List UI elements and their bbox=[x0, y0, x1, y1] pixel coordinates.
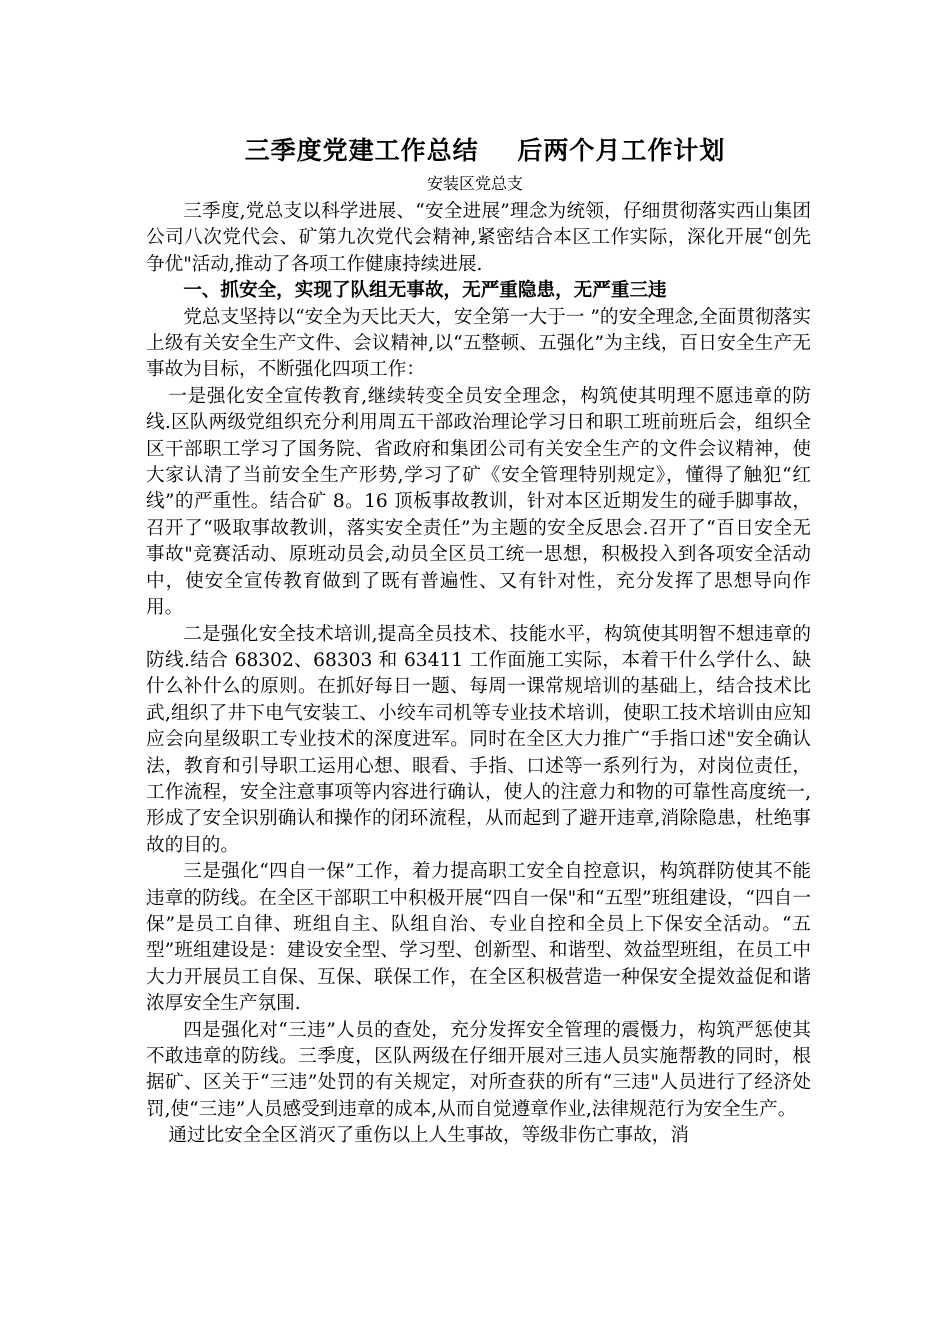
body-paragraph: 三是强化“四自一保”工作，着力提高职工安全自控意识，构筑群防使其不能违章的防线。在全区干部职工中积极开展“四自一保"和“五型”班组建设，“四自一保”是员工自律、班组自主、队组自治、专业自控和全员上下保安全活动。“五型”班组建设是：建设安全型、学习型、创新型、和谐型、效益型班组，在员工中大力开展员工自保、互保、联保工作，在全区积极营造一种保安全提效益促和谐浓厚安全生产氛围. bbox=[146, 861, 811, 1015]
body-paragraph: 四是强化对“三违”人员的查处，充分发挥安全管理的震慑力，构筑严惩使其不敢违章的防线。三季度，区队两级在仔细开展对三违人员实施帮教的同时，根据矿、区关于“三违”处罚的有关规定，对所查获的所有“三违"人员进行了经济处罚,使“三违”人员感受到违章的成本,从而自觉遵章作业,法律规范行为安全生产。 bbox=[146, 1019, 811, 1120]
document-body bbox=[146, 199, 811, 1150]
document-subtitle: 安装区党总支 bbox=[426, 174, 523, 193]
section-heading: 一、抓安全，实现了队组无事故，无严重隐患，无严重三违 bbox=[183, 280, 667, 302]
body-paragraph: 党总支坚持以“安全为天比天大，安全第一大于一 ”的安全理念,全面贯彻落实上级有关安全生产文件、会议精神,以“五整顿、五强化”为主线，百日安全生产无事故为目标，不断强化四项工作： bbox=[146, 306, 811, 381]
body-paragraph: 通过比安全全区消灭了重伤以上人生事故，等级非伤亡事故，消 bbox=[168, 1125, 689, 1147]
intro-paragraph: 三季度,党总支以科学进展、“安全进展”理念为统领，仔细贯彻落实西山集团公司八次党代会、矿第九次党代会精神,紧密结合本区工作实际，深化开展“创先争优"活动,推动了各项工作健康持续进展. bbox=[146, 201, 811, 275]
body-paragraph: 二是强化安全技术培训,提高全员技术、技能水平，构筑使其明智不想违章的防线.结合 68302、68303 和 63411 工作面施工实际，本着干什么学什么、缺什么补什么的原则。在抓好每日一题、每周一课常规培训的基础上，结合技术比武,组织了井下电气安装工、小绞车司机等专业技术培训，使职工技术培训由应知应会向星级职工专业技术的深度进军。同时在全区大力推广“手指口述"安全确认法，教育和引导职工运用心想、眼看、手指、口述等一系列行为，对岗位责任，工作流程，安全注意事项等内容进行确认，使人的注意力和物的可靠性高度统一,形成了安全识别确认和操作的闭环流程，从而起到了避开违章,消除隐患，杜绝事故的目的。 bbox=[146, 623, 811, 856]
body-paragraph: 一是强化安全宣传教育,继续转变全员安全理念，构筑使其明理不愿违章的防线.区队两级党组织充分利用周五干部政治理论学习日和职工班前班后会，组织全区干部职工学习了国务院、省政府和集团公司有关安全生产的文件会议精神，使大家认清了当前安全生产形势,学习了矿《安全管理特别规定》，懂得了触犯“红线”的严重性。结合矿 8。16 顶板事故教训，针对本区近期发生的碰手脚事故，召开了“吸取事故教训，落实安全责任”为主题的安全反思会.召开了“百日安全无事故"竞赛活动、原班动员会,动员全区员工统一思想，积极投入到各项安全活动中，使安全宣传教育做到了既有普遍性、又有针对性，充分发挥了思想导向作用。 bbox=[146, 385, 811, 619]
document-title: 三季度党建工作总结 后两个月工作计划 bbox=[244, 136, 726, 165]
